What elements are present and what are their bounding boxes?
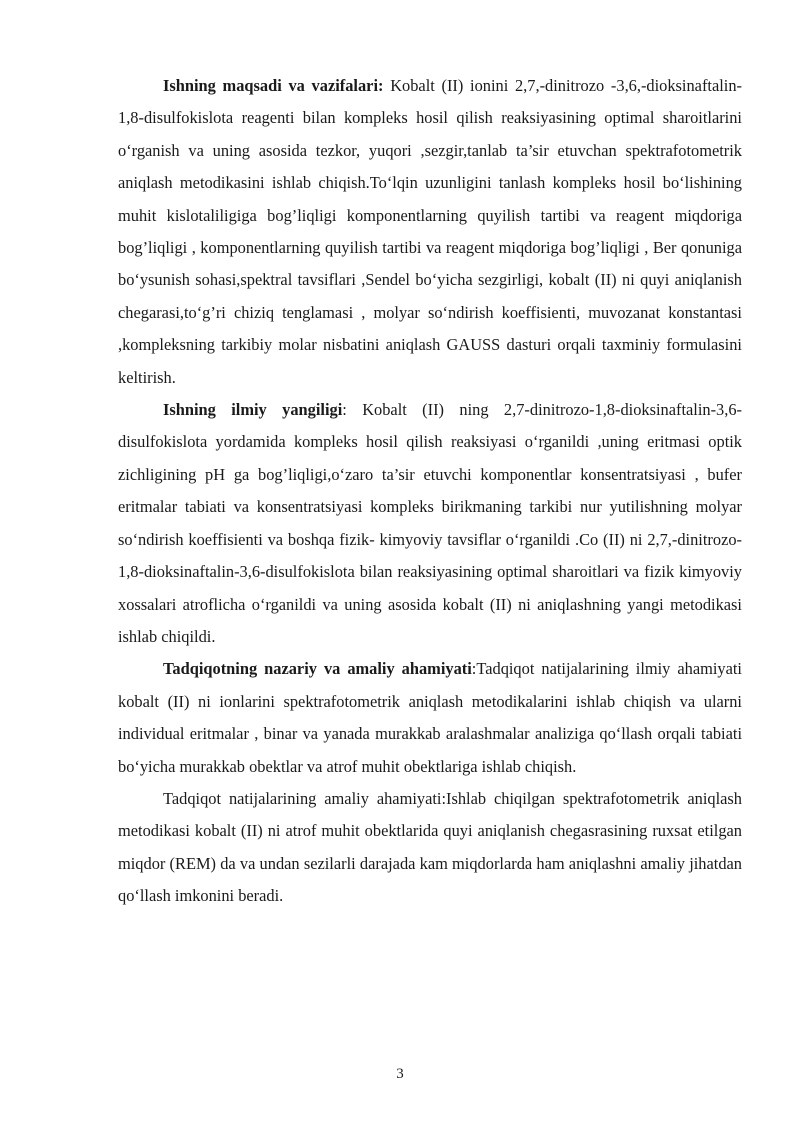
text-goals: Kobalt (II) ionini 2,7,-dinitrozo -3,6,-dioksinaftalin-1,8-disulfokislota reagenti bilan kompleks hosil qilish reaksiyasining optimal sharoitlarini o‘rganish va uning asosida tezkor, yuqori ,sezgir,tanlab ta’sir etuvchan spektrafotometrik aniqlash metodikasini ishlab chiqish.To‘lqin uzunligini tanlash kompleks hosil bo‘lishining muhit kislotaliligiga bog’liqligi komponentlarning quyilish tartibi va reagent miqdoriga bog’liqligi , komponentlarning quyilish tartibi va reagent miqdoriga bog’liqligi , Ber qonuniga bo‘ysunish sohasi,spektral tavsiflari ,Sendel bo‘yicha sezgirligi, kobalt (II) ni quyi aniqlanish chegarasi,to‘g’ri chiziq tenglamasi , molyar so‘ndirish koeffisienti, muvozanat konstantasi ,kompleksning tarkibiy molar nisbatini aniqlash GAUSS dasturi orqali taxminiy formulasini keltirish. <box>118 76 743 387</box>
heading-novelty: Ishning ilmiy yangiligi <box>163 400 343 420</box>
text-novelty: : Kobalt (II) ning 2,7-dinitrozo-1,8-dioksinaftalin-3,6-disulfokislota yordamida kompleks hosil qilish reaksiyasi o‘rganildi ,uning eritmasi optik zichligining pH ga bog’liqligi,o‘zaro ta’sir etuvchi komponentlar konsentratsiyasi , bufer eritmalar tabiati va konsentratsiyasi kompleks birikmaning tarkibi nur yutilishning molyar so‘ndirish koeffisienti va boshqa fizik- kimyoviy tavsiflar o‘rganildi .Co (II) ni 2,7,-dinitrozo-1,8-dioksinaftalin-3,6-disulfokislota bilan reaksiyasining optimal sharoitlari va fizik kimyoviy xossalari atroflicha o‘rganildi va uning asosida kobalt (II) ni aniqlashning yangi metodikasi ishlab chiqildi. <box>118 400 742 646</box>
paragraph-goals <box>118 70 742 394</box>
text-significance: :Tadqiqot natijalarining ilmiy ahamiyati kobalt (II) ni ionlarini spektrafotometrik aniqlash metodikalarini ishlab chiqish va ularni individual eritmalar , binar va yanada murakkab aralashmalar analiziga qo‘llash orqali tabiati bo‘yicha murakkab obektlar va atrof muhit obektlariga ishlab chiqish. <box>118 659 742 776</box>
paragraph-significance <box>118 653 742 783</box>
text-practical: Tadqiqot natijalarining amaliy ahamiyati:Ishlab chiqilgan spektrafotometrik aniqlash metodikasi kobalt (II) ni atrof muhit obektlarida quyi aniqlanish chegasrasining ruxsat etilgan miqdor (REM) da va undan sezilarli darajada kam miqdorlarda ham aniqlashni amaliy jihatdan qo‘llash imkonini beradi. <box>118 788 742 906</box>
heading-goals: Ishning maqsadi va vazifalari: <box>163 76 384 95</box>
paragraph-novelty <box>118 394 742 653</box>
paragraph-practical <box>118 783 742 913</box>
document-body <box>118 70 742 913</box>
heading-significance: Tadqiqotning nazariy va amaliy ahamiyati <box>163 659 472 679</box>
page-number: 3 <box>396 1066 404 1082</box>
